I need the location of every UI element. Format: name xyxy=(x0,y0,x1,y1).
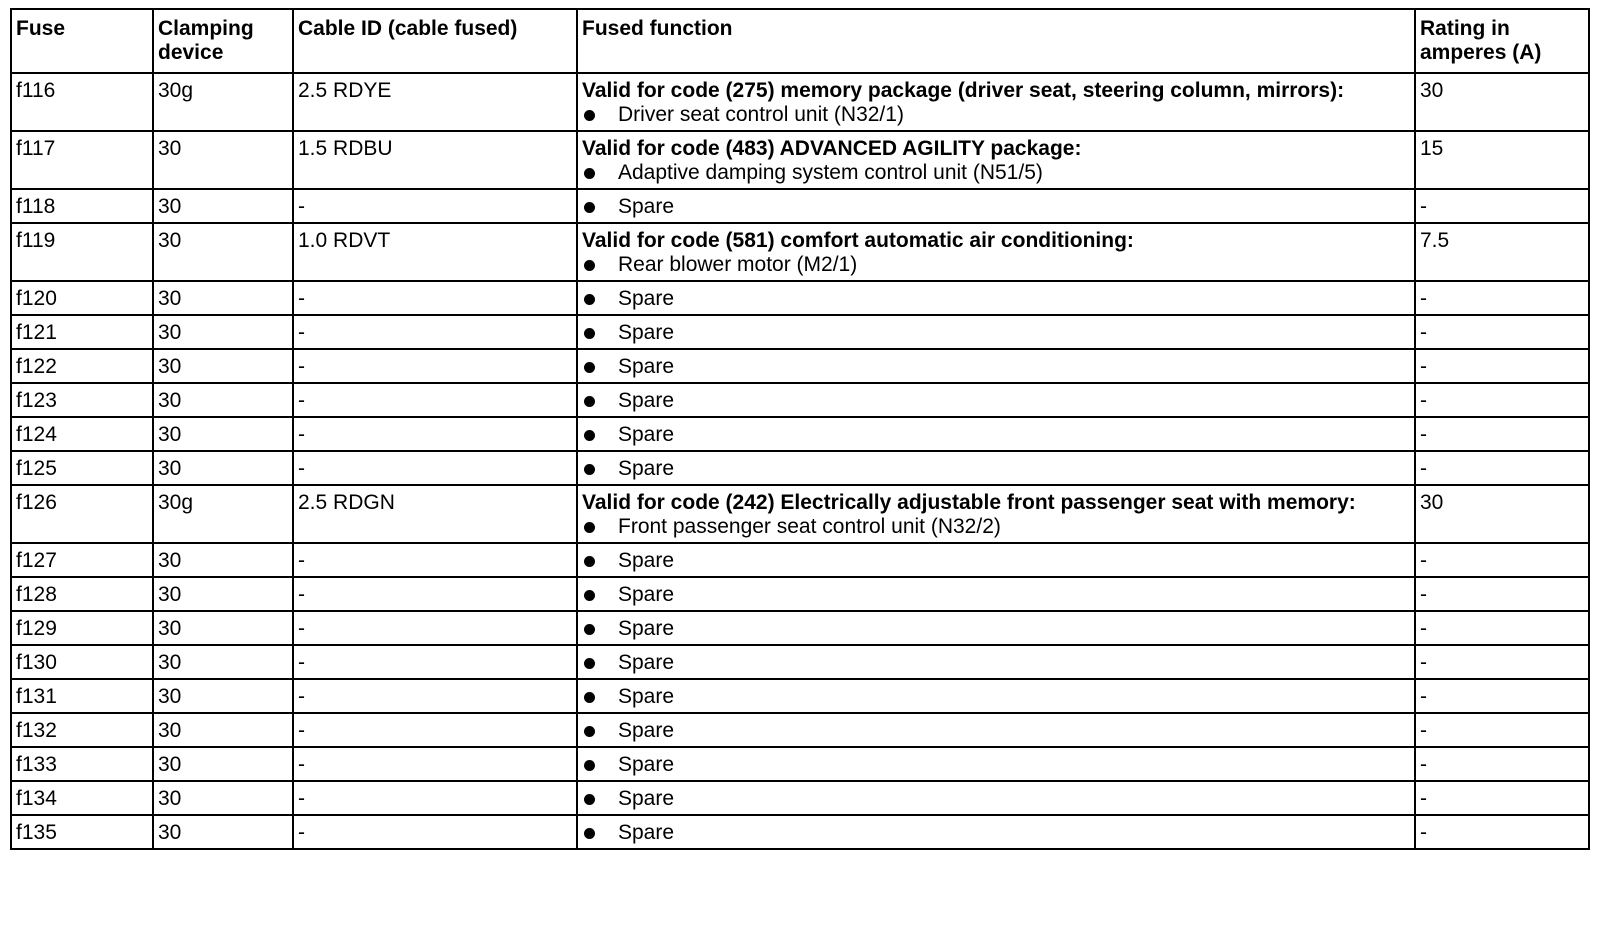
table-row xyxy=(11,451,1589,485)
rating-cell: - xyxy=(1415,645,1589,679)
table-row xyxy=(11,645,1589,679)
rating-cell: - xyxy=(1415,281,1589,315)
rating-cell: - xyxy=(1415,713,1589,747)
clamping-device-cell: 30 xyxy=(153,611,293,645)
rating-cell: - xyxy=(1415,189,1589,223)
function-item-text: Spare xyxy=(618,195,675,218)
bullet-icon xyxy=(584,624,595,635)
fused-function-cell xyxy=(577,451,1415,485)
fused-function-cell xyxy=(577,281,1415,315)
function-item xyxy=(582,423,1411,447)
clamping-device-cell: 30 xyxy=(153,131,293,189)
clamping-device-cell: 30 xyxy=(153,543,293,577)
fuse-cell: f128 xyxy=(11,577,153,611)
rating-cell: - xyxy=(1415,543,1589,577)
fuse-cell: f130 xyxy=(11,645,153,679)
bullet-icon xyxy=(584,794,595,805)
cable-id-cell: 1.0 RDVT xyxy=(293,223,577,281)
cable-id-cell: 2.5 RDGN xyxy=(293,485,577,543)
bullet-icon xyxy=(584,202,595,213)
function-item-text: Rear blower motor (M2/1) xyxy=(618,253,858,276)
fuse-table xyxy=(10,8,1590,850)
clamping-device-cell: 30 xyxy=(153,577,293,611)
fused-function-cell xyxy=(577,577,1415,611)
function-title: Valid for code (581) comfort automatic air conditioning: xyxy=(582,229,1134,252)
cable-id-cell: - xyxy=(293,781,577,815)
cable-id-cell: - xyxy=(293,417,577,451)
fused-function-cell xyxy=(577,815,1415,849)
function-item-text: Front passenger seat control unit (N32/2) xyxy=(618,515,1001,538)
table-row xyxy=(11,417,1589,451)
rating-cell: - xyxy=(1415,417,1589,451)
bullet-icon xyxy=(584,430,595,441)
function-item-text: Spare xyxy=(618,685,675,708)
bullet-icon xyxy=(584,692,595,703)
fuse-cell: f123 xyxy=(11,383,153,417)
header-fuse: Fuse xyxy=(11,9,153,73)
clamping-device-cell: 30 xyxy=(153,417,293,451)
cable-id-cell: - xyxy=(293,713,577,747)
clamping-device-cell: 30g xyxy=(153,485,293,543)
fuse-cell: f126 xyxy=(11,485,153,543)
bullet-icon xyxy=(584,828,595,839)
table-row xyxy=(11,611,1589,645)
clamping-device-cell: 30 xyxy=(153,451,293,485)
function-item-text: Spare xyxy=(618,321,675,344)
function-item xyxy=(582,195,1411,219)
cable-id-cell: - xyxy=(293,645,577,679)
rating-cell: - xyxy=(1415,349,1589,383)
function-item-text: Spare xyxy=(618,719,675,742)
fuse-cell: f129 xyxy=(11,611,153,645)
fuse-cell: f118 xyxy=(11,189,153,223)
bullet-icon xyxy=(584,110,595,121)
cable-id-cell: - xyxy=(293,315,577,349)
function-item xyxy=(582,583,1411,607)
fused-function-cell xyxy=(577,349,1415,383)
cable-id-cell: - xyxy=(293,679,577,713)
cable-id-cell: - xyxy=(293,281,577,315)
table-row xyxy=(11,223,1589,281)
function-title: Valid for code (275) memory package (driver seat, steering column, mirrors): xyxy=(582,79,1345,102)
bullet-icon xyxy=(584,556,595,567)
cable-id-cell: - xyxy=(293,451,577,485)
table-row xyxy=(11,281,1589,315)
fuse-cell: f124 xyxy=(11,417,153,451)
fuse-cell: f116 xyxy=(11,73,153,131)
cable-id-cell: - xyxy=(293,543,577,577)
cable-id-cell: - xyxy=(293,383,577,417)
fused-function-cell xyxy=(577,223,1415,281)
fuse-cell: f122 xyxy=(11,349,153,383)
clamping-device-cell: 30 xyxy=(153,223,293,281)
function-item xyxy=(582,253,1411,277)
fuse-cell: f120 xyxy=(11,281,153,315)
rating-cell: 7.5 xyxy=(1415,223,1589,281)
fuse-cell: f119 xyxy=(11,223,153,281)
clamping-device-cell: 30 xyxy=(153,781,293,815)
rating-cell: - xyxy=(1415,815,1589,849)
function-item-text: Spare xyxy=(618,583,675,606)
function-item xyxy=(582,389,1411,413)
table-row xyxy=(11,747,1589,781)
bullet-icon xyxy=(584,590,595,601)
bullet-icon xyxy=(584,760,595,771)
table-row xyxy=(11,815,1589,849)
function-item-text: Driver seat control unit (N32/1) xyxy=(618,103,904,126)
header-row xyxy=(11,9,1589,73)
bullet-icon xyxy=(584,464,595,475)
clamping-device-cell: 30 xyxy=(153,747,293,781)
clamping-device-cell: 30 xyxy=(153,281,293,315)
clamping-device-cell: 30 xyxy=(153,189,293,223)
function-item-text: Spare xyxy=(618,787,675,810)
fused-function-cell xyxy=(577,611,1415,645)
clamping-device-cell: 30 xyxy=(153,679,293,713)
fuse-cell: f135 xyxy=(11,815,153,849)
function-item-text: Spare xyxy=(618,753,675,776)
fused-function-cell xyxy=(577,679,1415,713)
fused-function-cell xyxy=(577,543,1415,577)
fused-function-cell xyxy=(577,713,1415,747)
fuse-cell: f125 xyxy=(11,451,153,485)
function-title: Valid for code (242) Electrically adjustable front passenger seat with memory: xyxy=(582,491,1356,514)
rating-cell: - xyxy=(1415,451,1589,485)
cable-id-cell: - xyxy=(293,611,577,645)
fuse-cell: f131 xyxy=(11,679,153,713)
function-item-text: Adaptive damping system control unit (N51/5) xyxy=(618,161,1043,184)
rating-cell: - xyxy=(1415,747,1589,781)
bullet-icon xyxy=(584,396,595,407)
rating-cell: - xyxy=(1415,315,1589,349)
function-item xyxy=(582,457,1411,481)
header-fused-function: Fused function xyxy=(577,9,1415,73)
fused-function-cell xyxy=(577,645,1415,679)
table-row xyxy=(11,577,1589,611)
clamping-device-cell: 30g xyxy=(153,73,293,131)
function-item xyxy=(582,617,1411,641)
cable-id-cell: 1.5 RDBU xyxy=(293,131,577,189)
fused-function-cell xyxy=(577,417,1415,451)
function-item xyxy=(582,685,1411,709)
function-item-text: Spare xyxy=(618,389,675,412)
fuse-cell: f121 xyxy=(11,315,153,349)
bullet-icon xyxy=(584,260,595,271)
rating-cell: - xyxy=(1415,577,1589,611)
table-row xyxy=(11,781,1589,815)
table-row xyxy=(11,713,1589,747)
function-item-text: Spare xyxy=(618,651,675,674)
fuse-cell: f133 xyxy=(11,747,153,781)
fuse-cell: f127 xyxy=(11,543,153,577)
fuse-cell: f117 xyxy=(11,131,153,189)
bullet-icon xyxy=(584,328,595,339)
table-row xyxy=(11,315,1589,349)
fuse-cell: f134 xyxy=(11,781,153,815)
rating-cell: - xyxy=(1415,679,1589,713)
bullet-icon xyxy=(584,658,595,669)
function-item xyxy=(582,355,1411,379)
function-item xyxy=(582,515,1411,539)
cable-id-cell: - xyxy=(293,349,577,383)
function-item xyxy=(582,103,1411,127)
function-item xyxy=(582,161,1411,185)
clamping-device-cell: 30 xyxy=(153,645,293,679)
table-row xyxy=(11,73,1589,131)
table-row xyxy=(11,383,1589,417)
table-row xyxy=(11,189,1589,223)
function-item-text: Spare xyxy=(618,457,675,480)
function-item xyxy=(582,651,1411,675)
clamping-device-cell: 30 xyxy=(153,315,293,349)
function-item xyxy=(582,821,1411,845)
header-cable-id: Cable ID (cable fused) xyxy=(293,9,577,73)
fused-function-cell xyxy=(577,131,1415,189)
fuse-table-body xyxy=(11,73,1589,849)
function-item-text: Spare xyxy=(618,549,675,572)
function-item xyxy=(582,753,1411,777)
bullet-icon xyxy=(584,362,595,373)
clamping-device-cell: 30 xyxy=(153,383,293,417)
function-item xyxy=(582,787,1411,811)
table-row xyxy=(11,679,1589,713)
table-row xyxy=(11,543,1589,577)
fuse-cell: f132 xyxy=(11,713,153,747)
rating-cell: 30 xyxy=(1415,485,1589,543)
fused-function-cell xyxy=(577,747,1415,781)
cable-id-cell: - xyxy=(293,189,577,223)
cable-id-cell: - xyxy=(293,577,577,611)
fused-function-cell xyxy=(577,383,1415,417)
function-title: Valid for code (483) ADVANCED AGILITY package: xyxy=(582,137,1082,160)
function-item xyxy=(582,549,1411,573)
cable-id-cell: - xyxy=(293,815,577,849)
bullet-icon xyxy=(584,522,595,533)
function-item-text: Spare xyxy=(618,423,675,446)
clamping-device-cell: 30 xyxy=(153,815,293,849)
header-clamping-device: Clamping device xyxy=(153,9,293,73)
fused-function-cell xyxy=(577,73,1415,131)
fused-function-cell xyxy=(577,485,1415,543)
rating-cell: - xyxy=(1415,383,1589,417)
rating-cell: - xyxy=(1415,781,1589,815)
function-item-text: Spare xyxy=(618,287,675,310)
clamping-device-cell: 30 xyxy=(153,713,293,747)
rating-cell: 30 xyxy=(1415,73,1589,131)
function-item-text: Spare xyxy=(618,617,675,640)
bullet-icon xyxy=(584,168,595,179)
clamping-device-cell: 30 xyxy=(153,349,293,383)
fused-function-cell xyxy=(577,781,1415,815)
fused-function-cell xyxy=(577,315,1415,349)
fused-function-cell xyxy=(577,189,1415,223)
function-item-text: Spare xyxy=(618,355,675,378)
header-rating: Rating in amperes (A) xyxy=(1415,9,1589,73)
bullet-icon xyxy=(584,726,595,737)
cable-id-cell: - xyxy=(293,747,577,781)
table-row xyxy=(11,349,1589,383)
rating-cell: 15 xyxy=(1415,131,1589,189)
cable-id-cell: 2.5 RDYE xyxy=(293,73,577,131)
table-row xyxy=(11,131,1589,189)
rating-cell: - xyxy=(1415,611,1589,645)
table-row xyxy=(11,485,1589,543)
bullet-icon xyxy=(584,294,595,305)
function-item xyxy=(582,321,1411,345)
function-item-text: Spare xyxy=(618,821,675,844)
function-item xyxy=(582,719,1411,743)
function-item xyxy=(582,287,1411,311)
